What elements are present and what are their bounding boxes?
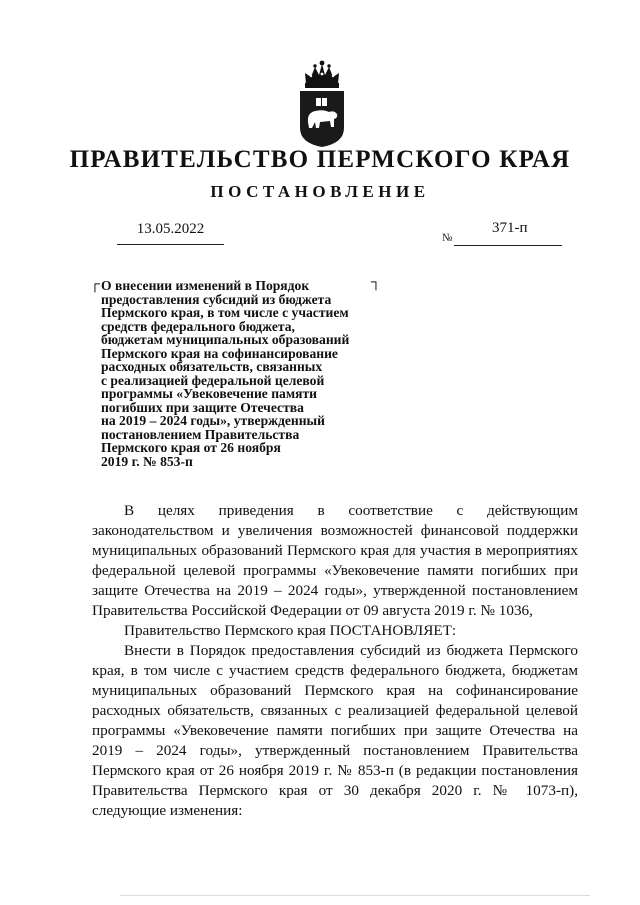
- date-value: 13.05.2022: [136, 221, 205, 237]
- subject-line: бюджетам муниципальных образований: [101, 332, 350, 347]
- subject-line: Пермского края от 26 ноября: [101, 440, 281, 455]
- subject-line: погибших при защите Отечества: [101, 399, 304, 415]
- government-title: ПРАВИТЕЛЬСТВО ПЕРМСКОГО КРАЯ: [69, 146, 571, 173]
- number-value: 371-п: [492, 220, 528, 236]
- document-type: ПОСТАНОВЛЕНИЕ: [210, 182, 430, 201]
- document-subject: [101, 279, 401, 468]
- corner-bracket-right-icon: ┐: [371, 275, 381, 290]
- body-paragraph: Правительство Пермского края ПОСТАНОВЛЯЕТ:: [124, 622, 457, 639]
- subject-line: О внесении изменений в Порядок: [101, 278, 310, 293]
- subject-line: на 2019 – 2024 годы», утвержденный: [101, 413, 326, 428]
- body-paragraph: Внести в Порядок предоставления субсидий из бюджета Пермского края, в том числе с участием средств федерального бюджета, бюджетам муниципальных образований Пермского края на софинансирование расходных обязательств, связанных с реализацией федеральной целевой программы «Увековечение памяти погибших при защите Отечества на 2019 – 2024 годы», утвержденный постановлением Правительства Пермского края от 26 ноября 2019 г. № 853-п (в редакции постановления Правительства Пермского края от 30 декабря 2020 г. № 1073-п), следующие изменения:: [92, 642, 578, 819]
- crown-icon: [305, 61, 339, 88]
- subject-line: Пермского края на софинансирование: [101, 345, 338, 361]
- number-underline: [454, 245, 562, 246]
- subject-line: 2019 г. № 853-п: [101, 453, 193, 469]
- subject-line: с реализацией федеральной целевой: [101, 372, 325, 388]
- subject-line: средств федерального бюджета,: [101, 318, 295, 334]
- subject-line: программы «Увековечение памяти: [101, 386, 317, 401]
- subject-line: Пермского края, в том числе с участием: [101, 305, 349, 320]
- number-sign: №: [442, 232, 453, 244]
- subject-line: предоставления субсидий из бюджета: [101, 291, 332, 307]
- subject-line: постановлением Правительства: [101, 426, 300, 442]
- perm-krai-coat-of-arms-icon: [296, 58, 348, 148]
- bottom-divider: [120, 895, 590, 896]
- document-body: [92, 501, 578, 821]
- date-underline: [117, 244, 224, 245]
- subject-line: расходных обязательств, связанных: [101, 359, 323, 374]
- body-paragraph: В целях приведения в соответствие с действующим законодательством и увеличения возможностей финансовой поддержки муниципальных образований Пермского края для участия в мероприятиях федеральной целевой программы «Увековечение памяти погибших при защите Отечества на 2019 – 2024 годы», утвержденной постановлением Правительства Российской Федерации от 09 августа 2019 г. № 1036,: [92, 502, 578, 619]
- document-date: [117, 220, 224, 245]
- corner-bracket-left-icon: ┌: [90, 277, 100, 292]
